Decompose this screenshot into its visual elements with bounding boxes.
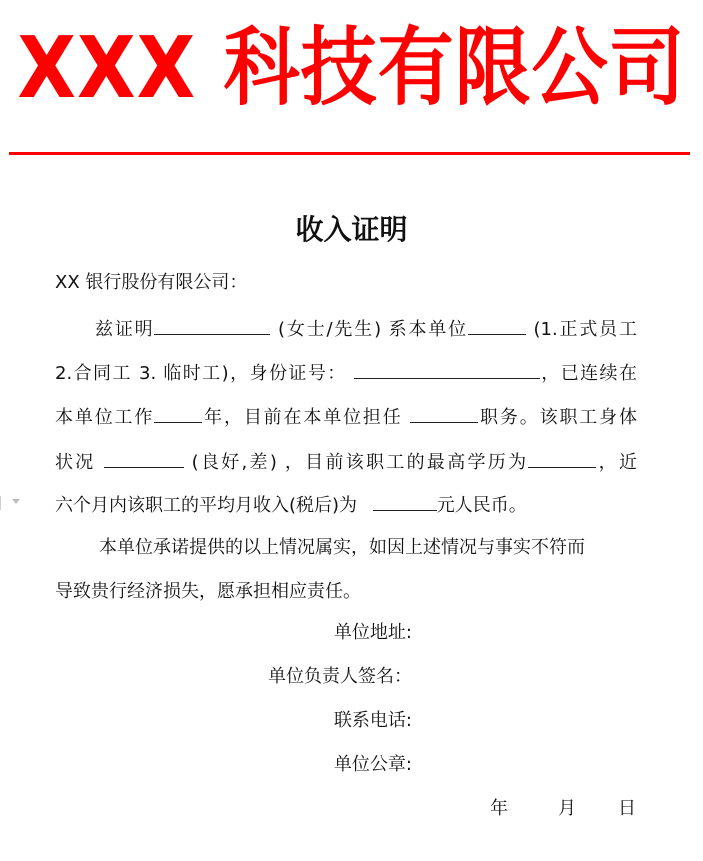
text-near: ，近 (596, 452, 637, 473)
collapse-arrow-icon[interactable] (12, 499, 20, 504)
date-year: 年 (490, 798, 508, 819)
text-employment-type: (1.正式员工 (533, 319, 637, 340)
paragraph-2-line-1: 本单位承诺提供的以上情况属实，如因上述情况与事实不符而 (99, 537, 585, 558)
date-month: 月 (558, 798, 576, 819)
text-condition: 状况 (55, 452, 96, 473)
text-education: (良好,差) ，目前该职工的最高学历为 (191, 452, 529, 473)
letterhead-divider (9, 152, 690, 155)
paragraph-1-line-5 (55, 490, 637, 519)
education-blank (528, 447, 596, 468)
text-certify: 兹证明 (95, 319, 155, 340)
date-day: 日 (618, 798, 636, 819)
name-blank (154, 314, 270, 335)
company-address-label: 单位地址: (333, 622, 412, 643)
id-number-blank (354, 358, 540, 379)
paragraph-margin-marker (0, 496, 11, 510)
department-blank (468, 314, 526, 335)
text-work-years: 本单位工作 (55, 407, 155, 428)
company-seal-label: 单位公章: (333, 754, 412, 775)
paragraph-1-line-1 (55, 314, 637, 343)
company-letterhead: XXX 科技有限公司 (17, 17, 686, 118)
salutation: XX 银行股份有限公司： (55, 272, 248, 293)
text-gender: (女士/先生) 系本单位 (278, 319, 468, 340)
document-title: 收入证明 (295, 213, 408, 246)
text-continuous: ，已连续在 (539, 363, 637, 384)
text-duty-health: 职务。该职工身体 (478, 407, 638, 428)
paragraph-1-line-2 (55, 358, 637, 387)
paragraph-1-line-4 (55, 447, 637, 476)
paragraph-2-line-2: 导致贵行经济损失，愿承担相应责任。 (55, 581, 361, 602)
paragraph-1-line-3 (55, 402, 637, 431)
text-income: 六个月内该职工的平均月收入(税后)为 (55, 495, 358, 516)
text-currency: 元人民币。 (436, 495, 527, 516)
representative-signature-label: 单位负责人签名： (268, 666, 412, 687)
income-blank (373, 490, 437, 511)
position-blank (410, 402, 478, 423)
health-blank (104, 447, 184, 468)
years-blank (154, 402, 202, 423)
phone-label: 联系电话: (333, 710, 412, 731)
text-contract-id: 2.合同工 3. 临时工)，身份证号： (55, 363, 347, 384)
text-position: 年，目前在本单位担任 (202, 407, 403, 428)
